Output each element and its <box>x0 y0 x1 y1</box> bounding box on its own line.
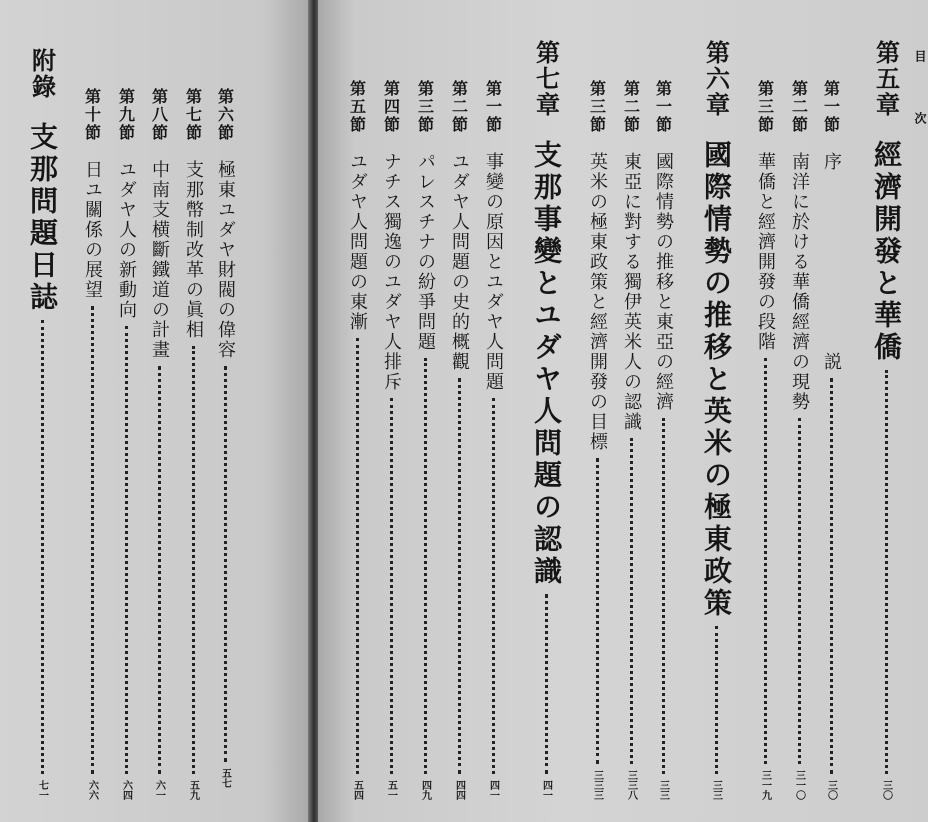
page-number: 四四 <box>453 780 465 800</box>
leader-dots <box>356 338 359 774</box>
section-label: 第五節 <box>347 80 367 134</box>
leader-dots <box>630 438 633 764</box>
leader-dots <box>596 458 599 764</box>
running-header: 目次 <box>913 50 927 174</box>
section-label: 第九節 <box>116 88 136 142</box>
section-title: 序 説 <box>821 152 842 372</box>
toc-entry-sec8 <box>146 88 172 800</box>
section-title: 華僑と經濟開發の段階 <box>755 152 776 352</box>
toc-entry-sec10 <box>79 88 105 800</box>
toc-entry-7-1 <box>480 80 506 800</box>
leader-dots <box>798 418 801 764</box>
section-label: 第二節 <box>449 80 469 134</box>
toc-chapter-5 <box>866 40 906 800</box>
section-label: 第二節 <box>789 80 809 134</box>
chapter-label: 第六章 <box>701 40 731 118</box>
toc-entry-sec9 <box>113 88 139 800</box>
section-title: ユダヤ人の新動向 <box>116 160 137 320</box>
section-title: 支那幣制改革の眞相 <box>183 160 204 340</box>
section-label: 第三節 <box>755 80 775 134</box>
section-title: ユダヤ人問題の東漸 <box>347 152 368 332</box>
section-label: 第八節 <box>149 88 169 142</box>
leader-dots <box>764 358 767 764</box>
page-number: 五一 <box>385 780 397 800</box>
leader-dots <box>224 366 227 762</box>
toc-chapter-7 <box>526 40 566 800</box>
page-number: 三〇 <box>825 780 837 800</box>
section-label: 第六節 <box>215 88 235 142</box>
toc-entry-7-5 <box>344 80 370 800</box>
page-number: 四九 <box>419 780 431 800</box>
section-title: 事變の原因とユダヤ人問題 <box>483 152 504 392</box>
section-label: 第一節 <box>653 80 673 134</box>
section-label: 第三節 <box>587 80 607 134</box>
page-number: 三三三 <box>591 770 603 800</box>
toc-entry-6-1 <box>650 80 676 800</box>
page-number: 三三八 <box>625 770 637 800</box>
page-number: 五九 <box>187 780 199 800</box>
toc-entry-6-3 <box>584 80 610 800</box>
section-title: 日ユ關係の展望 <box>82 160 103 300</box>
leader-dots <box>424 358 427 774</box>
page-number: 七一 <box>36 780 48 800</box>
chapter-title: 支那事變とユダヤ人問題の認識 <box>530 140 563 588</box>
toc-entry-7-2 <box>446 80 472 800</box>
section-label: 第十節 <box>82 88 102 142</box>
section-label: 第四節 <box>381 80 401 134</box>
page-number: 六四 <box>120 780 132 800</box>
section-title: 中南支横斷鐵道の計畫 <box>149 160 170 360</box>
section-title: 國際情勢の推移と東亞の經濟 <box>653 152 674 412</box>
section-title: 東亞に對する獨伊英米人の認識 <box>621 152 642 432</box>
page-number: 四一 <box>540 780 552 800</box>
leader-dots <box>662 418 665 774</box>
page-number: 六六 <box>86 780 98 800</box>
page-number: 三〇 <box>880 780 892 800</box>
toc-entry-5-2 <box>786 80 812 800</box>
chapter-label: 第七章 <box>531 40 561 118</box>
page-number: 三一〇 <box>793 770 805 800</box>
toc-entry-sec6 <box>212 88 238 788</box>
page-number: 四一 <box>487 780 499 800</box>
leader-dots <box>492 398 495 774</box>
leader-dots <box>830 378 833 774</box>
section-label: 第一節 <box>483 80 503 134</box>
leader-dots <box>458 378 461 774</box>
page-number: 五七 <box>219 768 231 788</box>
leader-dots <box>390 398 393 774</box>
left-page <box>0 0 310 822</box>
leader-dots <box>41 320 44 774</box>
leader-dots <box>545 594 548 774</box>
page-number: 三一九 <box>759 770 771 800</box>
section-label: 第一節 <box>821 80 841 134</box>
toc-entry-7-4 <box>378 80 404 800</box>
section-title: 南洋に於ける華僑經濟の現勢 <box>789 152 810 412</box>
toc-entry-sec7 <box>180 88 206 800</box>
page-number: 五四 <box>351 780 363 800</box>
toc-chapter-6 <box>696 40 736 800</box>
chapter-title: 經濟開發と華僑 <box>870 140 903 364</box>
leader-dots <box>158 366 161 774</box>
toc-entry-6-2 <box>618 80 644 800</box>
page-number: 三三 <box>657 780 669 800</box>
section-title: ユダヤ人問題の史的概觀 <box>449 152 470 372</box>
section-title: パレスチナの紛爭問題 <box>415 152 436 352</box>
toc-entry-5-1 <box>818 80 844 800</box>
section-label: 第二節 <box>621 80 641 134</box>
appendix-title: 支那問題日誌 <box>26 122 59 314</box>
section-title: ナチス獨逸のユダヤ人排斥 <box>381 152 402 392</box>
toc-entry-5-3 <box>752 80 778 800</box>
section-title: 英米の極東政策と經濟開發の目標 <box>587 152 608 452</box>
toc-entry-7-3 <box>412 80 438 800</box>
leader-dots <box>91 306 94 774</box>
leader-dots <box>125 326 128 774</box>
section-label: 第三節 <box>415 80 435 134</box>
right-page <box>318 0 928 822</box>
page-number: 三三 <box>710 780 722 800</box>
section-label: 第七節 <box>183 88 203 142</box>
chapter-label: 第五章 <box>871 40 901 118</box>
leader-dots <box>715 626 718 774</box>
chapter-title: 國際情勢の推移と英米の極東政策 <box>700 140 733 620</box>
page-number: 六一 <box>153 780 165 800</box>
toc-entry-appendix <box>22 48 62 800</box>
leader-dots <box>192 346 195 774</box>
appendix-label: 附錄 <box>27 48 57 100</box>
leader-dots <box>885 370 888 774</box>
section-title: 極東ユダヤ財閥の偉容 <box>215 160 236 360</box>
